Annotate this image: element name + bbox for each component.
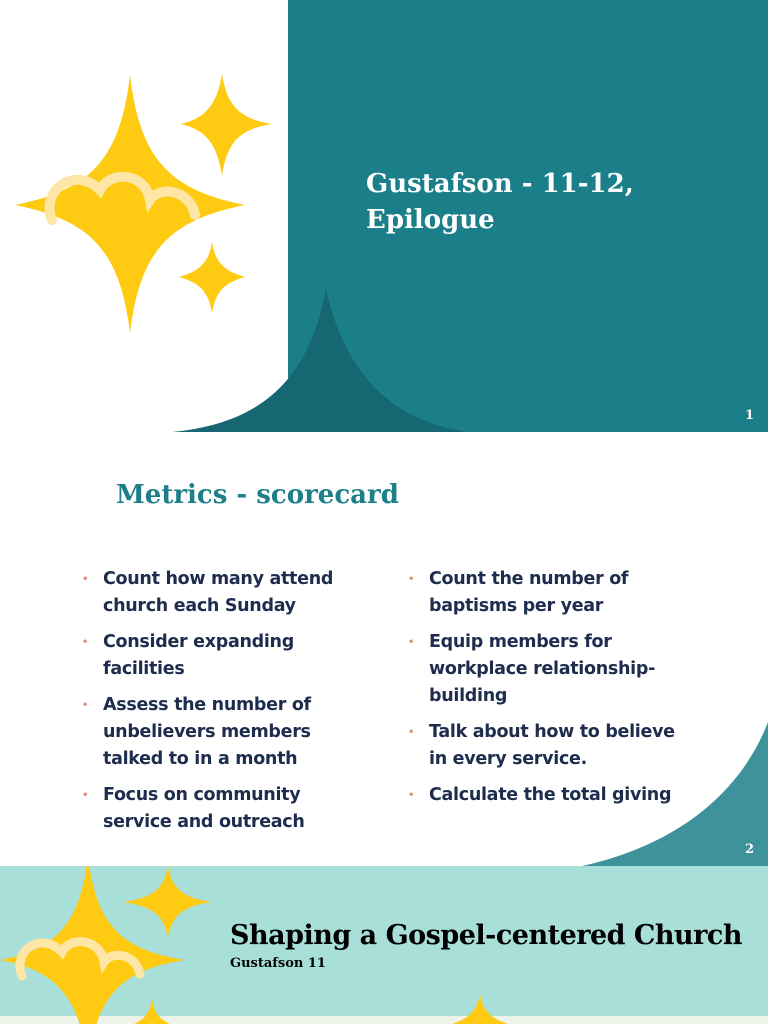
bullet-text: Assess the number of unbelievers members talked to in a month [103,695,311,769]
right-bullet-list [408,566,698,818]
slide-2[interactable] [0,432,768,866]
list-item [82,782,372,836]
slide-1[interactable] [0,0,768,432]
bullet-text: Talk about how to believe in every service. [429,722,675,769]
list-item [82,629,372,683]
bullet-dot-icon: • [408,727,415,738]
bullet-text: Equip members for workplace relationship-building [429,632,656,706]
bullet-text: Focus on community service and outreach [103,785,305,832]
bullet-text: Count how many attend church each Sunday [103,569,334,616]
slide-2-title: Metrics - scorecard [116,480,399,510]
list-item [408,629,698,710]
left-bullet-list [82,566,372,845]
bullet-dot-icon: • [82,637,89,648]
bullet-dot-icon: • [408,790,415,801]
list-item [408,719,698,773]
list-item [408,566,698,620]
bullet-dot-icon: • [82,700,89,711]
slide-3-subtitle: Gustafson 11 [230,956,326,971]
bullet-dot-icon: • [408,574,415,585]
page-number-2: 2 [744,842,754,857]
page-number-1: 1 [744,408,754,423]
slide-1-title: Gustafson - 11-12, Epilogue [366,169,634,235]
slide-3-title: Shaping a Gospel-centered Church [230,920,742,951]
bullet-dot-icon: • [82,574,89,585]
bullet-text: Calculate the total giving [429,785,672,805]
list-item [82,566,372,620]
sparkle-stars-icon [15,74,272,333]
slide-3[interactable] [0,866,768,1024]
list-item [82,692,372,773]
bullet-text: Count the number of baptisms per year [429,569,629,616]
list-item [408,782,698,809]
bullet-dot-icon: • [408,637,415,648]
bullet-text: Consider expanding facilities [103,632,294,679]
bullet-dot-icon: • [82,790,89,801]
